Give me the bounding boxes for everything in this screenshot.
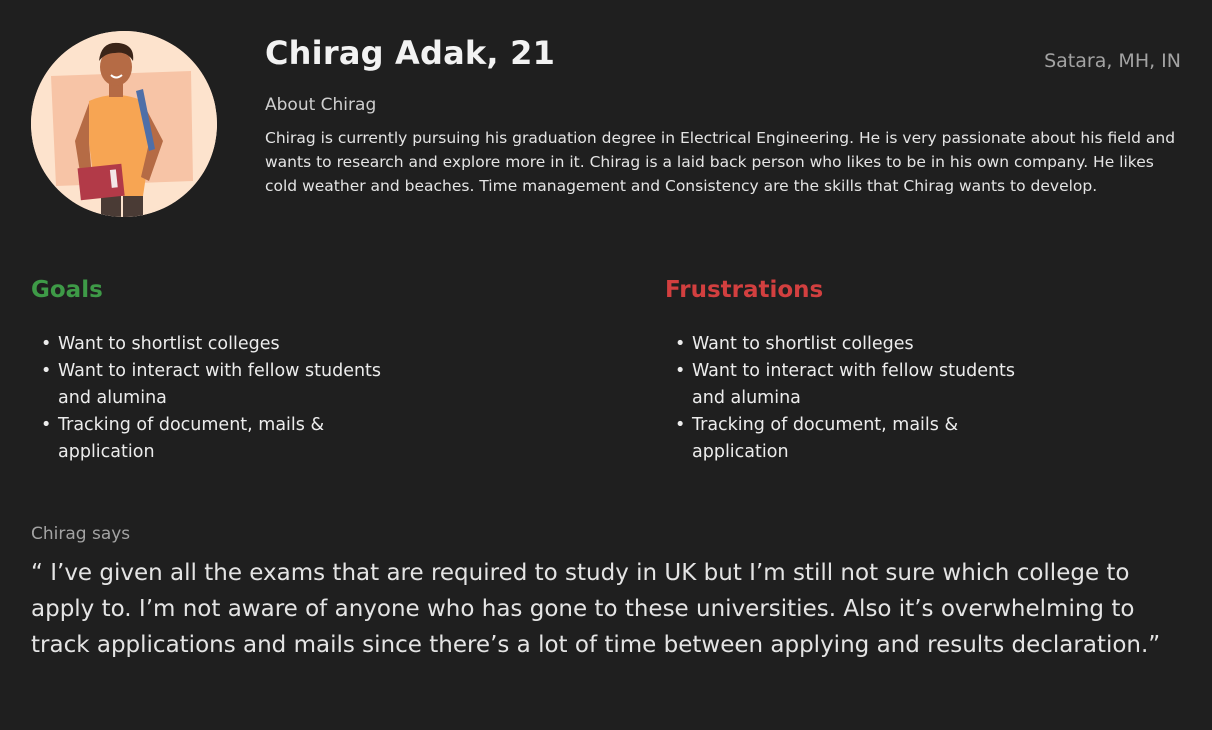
about-heading: About Chirag [265, 95, 377, 115]
goals-heading: Goals [31, 277, 103, 303]
goal-item-text: Tracking of document, mails & application [58, 415, 325, 462]
frustration-item [665, 358, 1032, 412]
student-illustration-icon [31, 31, 217, 217]
persona-quote: “ I’ve given all the exams that are required to study in UK but I’m still not sure which college to apply to. I’m not aware of anyone who has gone to these universities. Also it’s overwhelming to track applications and mails since there’s a lot of time between applying and results declaration.” [31, 560, 1161, 658]
frustrations-heading: Frustrations [665, 277, 824, 303]
frustration-item-text: Want to interact with fellow students and alumina [692, 361, 1016, 408]
bullet-icon: • [41, 415, 52, 435]
frustration-item [665, 412, 1032, 466]
bullet-icon: • [41, 361, 52, 381]
frustration-item [665, 331, 1032, 358]
goals-section [31, 275, 491, 466]
persona-location: Satara, MH, IN [1044, 50, 1181, 72]
frustrations-list [665, 331, 1125, 466]
frustration-item-text: Want to shortlist colleges [692, 334, 914, 354]
frustration-item-text: Tracking of document, mails & application [692, 415, 959, 462]
quote-label: Chirag says [31, 524, 131, 544]
goals-list [31, 331, 491, 466]
persona-name: Chirag Adak, 21 [265, 34, 556, 72]
bullet-icon: • [675, 361, 686, 381]
goal-item [31, 358, 398, 412]
goal-item [31, 331, 398, 358]
bullet-icon: • [675, 334, 686, 354]
goal-item [31, 412, 398, 466]
goal-item-text: Want to interact with fellow students and alumina [58, 361, 382, 408]
goal-item-text: Want to shortlist colleges [58, 334, 280, 354]
frustrations-section [665, 275, 1125, 466]
avatar [31, 31, 217, 217]
about-text: Chirag is currently pursuing his graduation degree in Electrical Engineering. He is very passionate about his field and wants to research and explore more in it. Chirag is a laid back person who likes to be in his own company. He likes cold weather and beaches. Time management and Consistency are the skills that Chirag wants to develop. [265, 129, 1176, 195]
bullet-icon: • [675, 415, 686, 435]
bullet-icon: • [41, 334, 52, 354]
